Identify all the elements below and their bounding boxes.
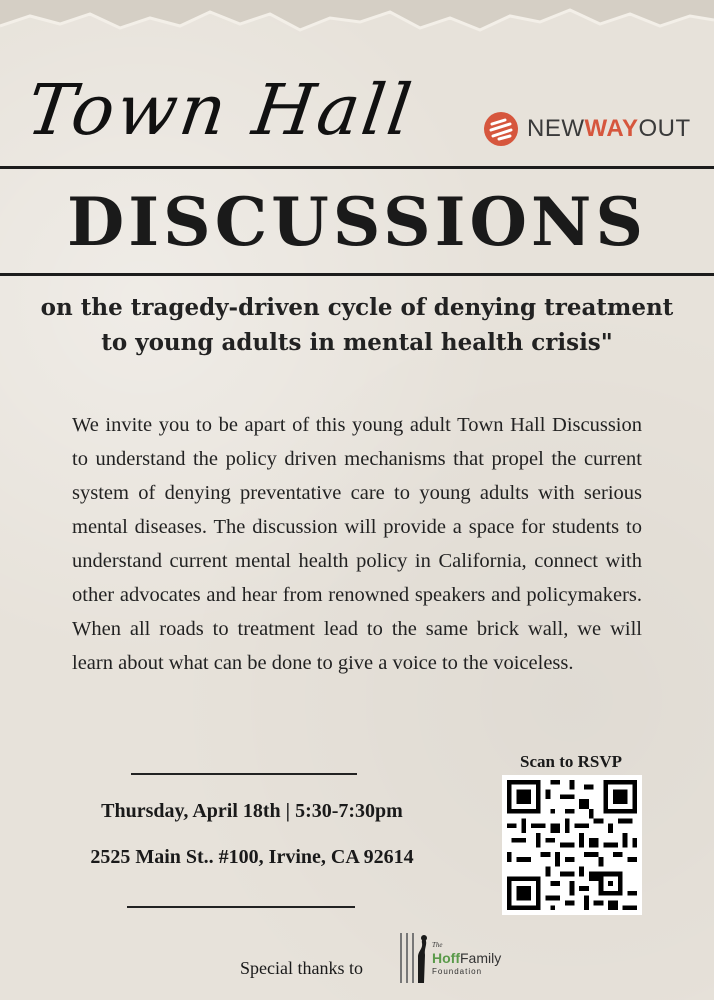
event-date-time: Thursday, April 18th | 5:30-7:30pm: [101, 800, 403, 822]
hoff-family-foundation-logo: [398, 927, 508, 987]
headline-rule-top: [0, 166, 714, 169]
new-way-out-logo: [483, 110, 693, 148]
headline-rule-bottom: [0, 273, 714, 276]
sponsor-foundation: Foundation: [432, 967, 483, 976]
logo-text-out: OUT: [638, 115, 691, 142]
logo-text: [527, 115, 691, 143]
headline: DISCUSSIONS: [66, 183, 648, 261]
logo-text-way: WAY: [584, 115, 639, 142]
rsvp-label: Scan to RSVP: [519, 752, 622, 771]
svg-text:HoffFamily: [432, 950, 501, 966]
sponsor-hoff: Hoff: [432, 950, 460, 966]
sponsor-family: Family: [460, 950, 502, 966]
subheading: on the tragedy-driven cycle of denying treatment to young adults in mental health crisis": [40, 294, 674, 356]
divider-top: [131, 773, 357, 775]
event-address: 2525 Main St.. #100, Irvine, CA 92614: [90, 846, 414, 868]
qr-code[interactable]: [502, 775, 642, 915]
divider-bottom: [127, 906, 355, 908]
title-script: Town Hall: [22, 69, 419, 151]
logo-text-new: NEW: [527, 115, 585, 142]
invitation-body: We invite you to be apart of this young adult Town Hall Discussion to understand the policy driven mechanisms that propel the current system of denying preventative care to young adults with serious mental diseases. The discussion will provide a space for students to understand current mental health policy in California, connect with other advocates and hear from renowned speakers and policymakers. When all roads to treatment lead to the same brick wall, we will learn about what can be done to give a voice to the voiceless.: [72, 414, 642, 674]
sponsor-the: The: [432, 941, 443, 949]
special-thanks-label: Special thanks to: [240, 958, 363, 978]
torn-paper-edge: [0, 0, 714, 60]
new-way-out-logo-icon: [483, 111, 519, 147]
